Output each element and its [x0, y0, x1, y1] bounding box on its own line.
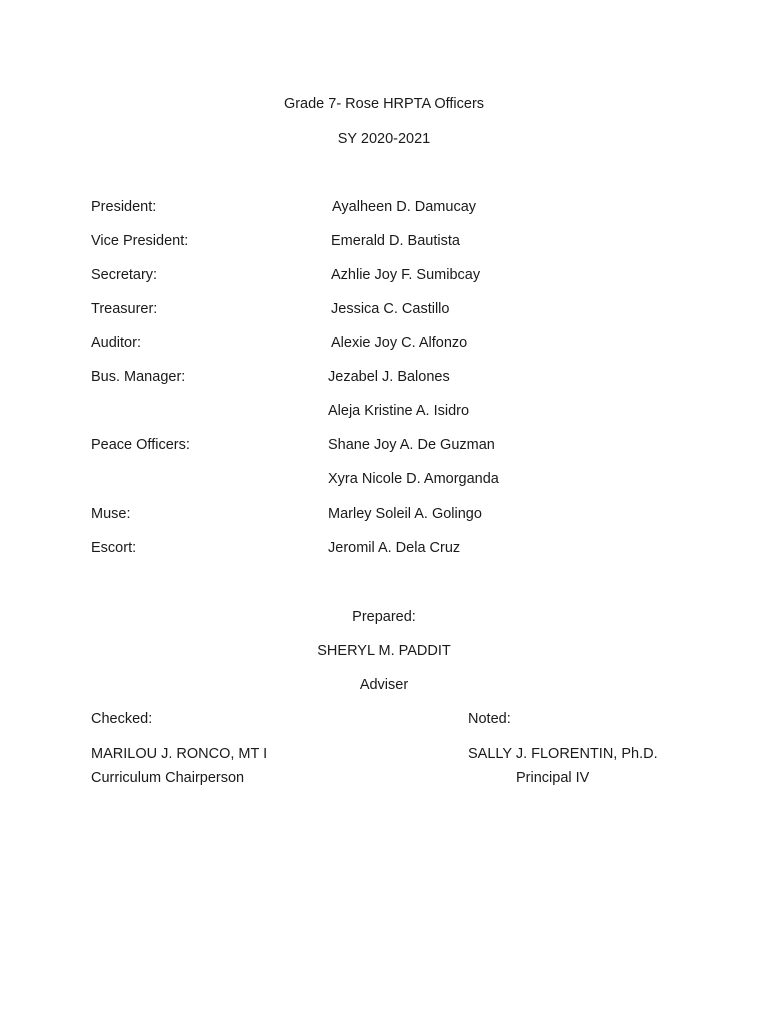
noted-title: Principal IV — [516, 770, 590, 786]
officer-role-treasurer: Treasurer: — [91, 301, 158, 317]
prepared-label: Prepared: — [352, 609, 416, 625]
noted-label: Noted: — [468, 711, 511, 727]
officer-role-muse: Muse: — [91, 506, 131, 522]
officer-role-escort: Escort: — [91, 540, 137, 556]
officer-name-bus-manager-2: Aleja Kristine A. Isidro — [328, 403, 470, 419]
officer-role-secretary: Secretary: — [91, 267, 158, 283]
checked-label: Checked: — [91, 711, 153, 727]
officer-role-auditor: Auditor: — [91, 335, 141, 351]
officer-name-president: Ayalheen D. Damucay — [332, 199, 477, 215]
checked-name: MARILOU J. RONCO, MT I — [91, 746, 268, 762]
officer-name-vice-president: Emerald D. Bautista — [331, 233, 460, 249]
prepared-title: Adviser — [359, 677, 409, 693]
officer-name-auditor: Alexie Joy C. Alfonzo — [331, 335, 468, 351]
officer-name-peace-officer-2: Xyra Nicole D. Amorganda — [328, 471, 499, 487]
officer-name-muse: Marley Soleil A. Golingo — [328, 506, 482, 522]
officer-name-bus-manager-1: Jezabel J. Balones — [328, 369, 450, 385]
document-title: Grade 7- Rose HRPTA Officers — [283, 96, 485, 112]
noted-name: SALLY J. FLORENTIN, Ph.D. — [468, 746, 658, 762]
officer-name-peace-officer-1: Shane Joy A. De Guzman — [328, 437, 495, 453]
officer-role-president: President: — [91, 199, 157, 215]
officer-role-bus-manager: Bus. Manager: — [91, 369, 186, 385]
officer-name-treasurer: Jessica C. Castillo — [331, 301, 450, 317]
officer-name-escort: Jeromil A. Dela Cruz — [328, 540, 461, 556]
checked-title: Curriculum Chairperson — [91, 770, 245, 786]
school-year: SY 2020-2021 — [337, 131, 431, 147]
officer-role-vice-president: Vice President: — [91, 233, 189, 249]
officer-name-secretary: Azhlie Joy F. Sumibcay — [331, 267, 481, 283]
officer-role-peace-officers: Peace Officers: — [91, 437, 190, 453]
prepared-name: SHERYL M. PADDIT — [317, 643, 451, 659]
